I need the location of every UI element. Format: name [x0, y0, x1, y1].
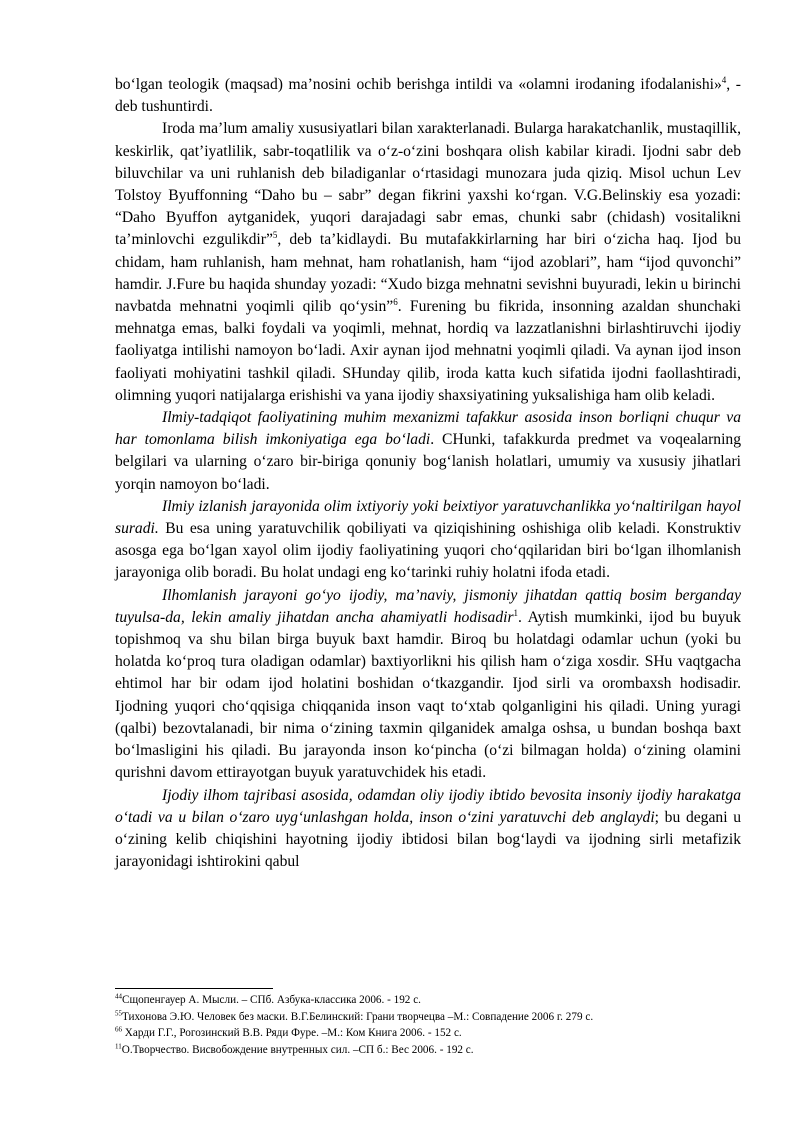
footnote-ref: 6	[393, 296, 398, 307]
footnote	[115, 1025, 755, 1042]
footnote-mark: 66	[115, 1025, 122, 1034]
footnote-ref: 5	[272, 230, 278, 241]
italic-text: Ilmiy izlanish jarayonida olim ixtiyoriy yoki beixtiyor yaratuvchanlikka yo‘naltirilgan hayol suradi.	[115, 497, 741, 538]
footnote-ref: 4	[721, 74, 727, 85]
footnote-separator	[115, 988, 273, 989]
text-run: ; bu degani u o‘zining kelib chiqishini hayotning ijodiy ibtidosi bilan bog‘laydi va ijodning sirli metafizik jarayonidagi ishtirokini qabul	[115, 808, 742, 871]
text-run: . Aytish mumkinki, ijod bu buyuk topishmoq va shu bilan birga buyuk baxt hamdir. Biroq bu holatdagi odamlar uchun (yoki bu holatda ko‘proq tura oladigan odamlar) baxtiyorlikni his qilish ham o‘ziga xosdir. SHu vaqtgacha ehtimol har bir odam ijod holatini boshidan o‘tkazgandir. Ijod sirli va orombaxsh hodisadir. Ijodning yuqori cho‘qqisiga chiqqanida inson vaqt to‘xtab qolganligini his qiladi. Uning yuragi (qalbi) bezovtalanadi, bir nima o‘zining taxmin qilganidek amalga oshsa, u bundan boshqa baxt bo‘lmasligini his qiladi. Bu jarayonda inson ko‘pincha (o‘zi bilmagan holda) o‘zining olamini qurishni davom ettirayotgan buyuk yaratuvchidek his etadi.	[115, 608, 741, 782]
text-run: . Furening bu fikrida, insonning azaldan shunchaki mehnatga emas, balki foydali va yoqimli, mehnat, hordiq va lazzatlanishni birlashtiruvchi ijodiy faoliyatga intilishi namoyon bo‘ladi. Axir aynan ijod mehnatni yoqimli qiladi. Va aynan ijod inson faoliyati mohiyatini tashkil qiladi. SHunday qilib, iroda katta kuch sifatida ijodni faollashtiradi, olimning yuqori natijalarga erishishi va yana ijodiy shaxsiyatining yuksalishiga ham olib keladi.	[115, 298, 742, 404]
italic-text: Ilhomlanish jarayoni go‘yo ijodiy, ma’naviy, jismoniy jihatdan qattiq bosim berganday tuyulsa-da, lekin amaliy jihatdan ancha ahamiyatli hodisadir	[115, 586, 741, 626]
text-run: , - deb tushuntirdi.	[115, 76, 741, 116]
paragraph-p5	[115, 585, 741, 785]
footnotes	[115, 992, 755, 1058]
main-text	[115, 74, 741, 873]
footnote-text: Харди Г.Г., Рогозинский В.В. Ряди Фуре. –М.: Ком Книга 2006. - 152 с.	[122, 1027, 462, 1039]
paragraph-p3	[115, 407, 741, 496]
paragraph-p1	[115, 74, 741, 118]
italic-text: Ilmiy-tadqiqot faoliyatining muhim mexanizmi tafakkur asosida inson borliqni chuqur va har tomonlama bilish imkoniyatiga ega bo‘ladi	[115, 409, 741, 449]
footnote-mark: 44	[115, 992, 122, 1001]
footnote-ref: 1	[513, 607, 519, 618]
paragraph-p6	[115, 785, 741, 874]
footnote-mark: 11	[115, 1041, 122, 1050]
italic-text: Ijodiy ilhom tajribasi asosida, odamdan oliy ijodiy ibtido bevosita insoniy ijodiy harakatga o‘tadi va u bilan o‘zaro uyg‘unlashgan holda, inson o‘zini yaratuvchi deb anglaydi	[115, 786, 741, 826]
text-run: . CHunki, tafakkurda predmet va voqealarning belgilari va ularning o‘zaro bir-biriga qonuniy bog‘lanish holatlari, umumiy va xususiy jihatlari yorqin namoyon bo‘ladi.	[115, 431, 741, 493]
footnote	[115, 1042, 755, 1059]
text-run: Bu esa uning yaratuvchilik qobiliyati va qiziqishining oshishiga olib keladi. Konstruktiv asosga ega bo‘lgan xayol olim ijodiy faoliyatining yuqori cho‘qqilaridan biri bo‘lgan ilhomlanish jarayoniga olib boradi. Bu holat undagi eng ko‘tarinki ruhiy holatni ifoda etadi.	[115, 520, 741, 582]
text-run: bo‘lgan teologik (maqsad) ma’nosini ochib berishga intildi va «olamni irodaning ifodalanishi»	[115, 76, 722, 93]
paragraph-p4	[115, 496, 741, 585]
text-run: , deb ta’kidlaydi. Bu mutafakkirlarning har biri o‘zicha haq. Ijod bu chidam, ham ruhlanish, ham mehnat, ham rohatlanish, ham “ijod azoblari”, ham “ijod quvonchi” hamdir. J.Fure bu haqida shunday yozadi: “Xudo bizga mehnatni sevishni buyuradi, lekin u birinchi navbatda mehnatni yoqimli qilib qo‘ysin”	[115, 231, 741, 316]
paragraph-p2	[115, 118, 741, 407]
footnote-text: О.Творчество. Висвобождение внутренных сил. –СП б.: Вес 2006. - 192 с.	[121, 1043, 474, 1056]
footnote-text: Тихонова Э.Ю. Человек без маски. В.Г.Белинский: Грани творчецва –М.: Совпадение 2006 г. 279 с.	[122, 1010, 594, 1023]
text-run: Iroda ma’lum amaliy xususiyatlari bilan xarakterlanadi. Bularga harakatchanlik, mustaqillik, keskirlik, qat’iyatlilik, sabr-toqatlilik va o‘z-o‘zini boshqara olish kabilar kiradi. Ijodni sabr deb biluvchilar va uni ruhlanish deb biladiganlar o‘rtasidagi munozara juda qiziq. Misol uchun Lev Tolstoy Byuffonning “Daho bu – sabr” degan fikrini yaxshi ko‘rgan. V.G.Belinskiy esa yozadi: “Daho Byuffon aytganidek, yuqori darajadagi sabr emas, chunki sabr (chidash) vositalikni ta’minlovchi ezgulikdir”	[115, 120, 741, 249]
footnote	[115, 992, 755, 1009]
footnote-mark: 55	[115, 1008, 122, 1017]
footnote	[115, 1009, 755, 1026]
footnote-text: Сщопенгауер А. Мысли. – СПб. Азбука-классика 2006. - 192 с.	[122, 994, 421, 1006]
